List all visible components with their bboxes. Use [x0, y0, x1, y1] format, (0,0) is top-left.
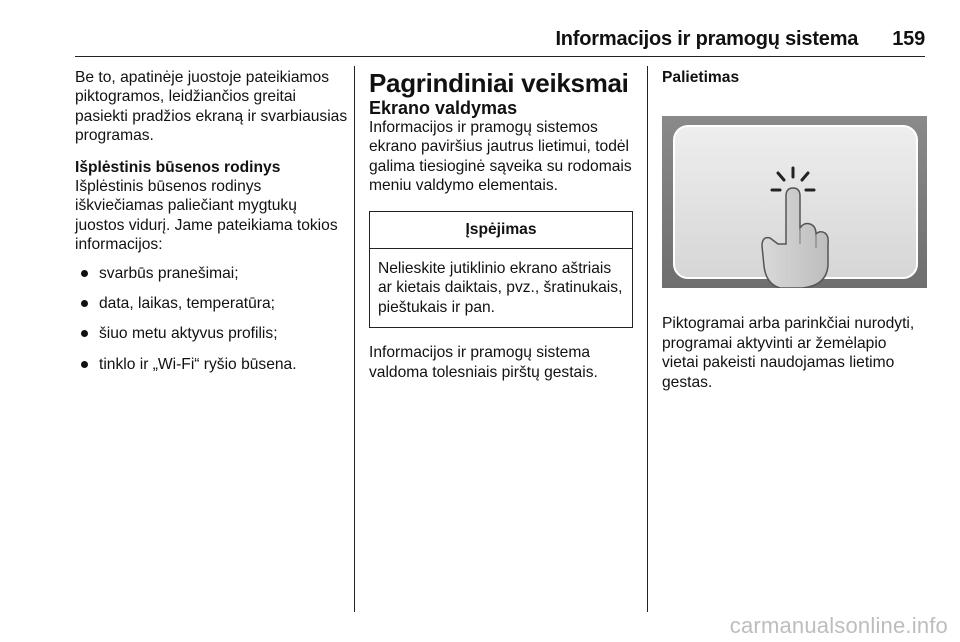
- warning-title: Įspėjimas: [370, 212, 632, 249]
- column-divider-1: [354, 66, 355, 612]
- touch-caption: Piktogramai arba parinkčiai nurodyti, programai aktyvinti ar žemėlapio vietai pakeisti naudojamas lietimo gestas.: [662, 315, 915, 391]
- list-item: svarbūs pranešimai;: [75, 264, 350, 283]
- extended-status-paragraph: Išplėstinis būsenos rodinys iškviečiamas paliečiant mygtukų juostos vidurį. Jame pateikiama tokios informacijos:: [75, 178, 338, 254]
- watermark: carmanualsonline.info: [729, 613, 948, 638]
- warning-box: [369, 211, 633, 329]
- screen-control-paragraph: Informacijos ir pramogų sistemos ekrano paviršius jautrus lietimui, todėl galima tiesioginė sąveika su rodomais meniu valdymo elementais.: [369, 119, 632, 195]
- warning-body: Nelieskite jutiklinio ekrano aštriais ar kietais daiktais, pvz., šratinukais, pieštukais ir pan.: [378, 260, 623, 316]
- subsection-title: Ekrano valdymas: [369, 98, 518, 118]
- column-divider-2: [647, 66, 648, 612]
- touch-gesture-figure: [662, 116, 927, 288]
- intro-paragraph: Be to, apatinėje juostoje pateikiamos piktogramos, leidžiančios greitai pasiekti pradžios ekraną ir svarbiausias programas.: [75, 69, 348, 145]
- page-number: 159: [892, 28, 925, 50]
- list-item: data, laikas, temperatūra;: [75, 294, 350, 313]
- touch-heading: Palietimas: [662, 69, 740, 86]
- extended-status-heading: Išplėstinis būsenos rodinys: [75, 158, 281, 176]
- status-info-list: [75, 264, 350, 375]
- page-header-title: Informacijos ir pramogų sistema: [555, 28, 859, 50]
- section-title: Pagrindiniai veiksmai: [369, 68, 629, 98]
- column-middle: [369, 68, 634, 382]
- list-item: tinklo ir „Wi-Fi“ ryšio būsena.: [75, 355, 350, 374]
- header-divider: [75, 56, 925, 57]
- gestures-paragraph: Informacijos ir pramogų sistema valdoma tolesniais pirštų gestais.: [369, 344, 598, 381]
- touch-gesture-hand-icon: [662, 116, 927, 288]
- page-header: [75, 28, 925, 51]
- column-right: [662, 68, 927, 392]
- column-left: [75, 68, 350, 385]
- list-item: šiuo metu aktyvus profilis;: [75, 324, 350, 343]
